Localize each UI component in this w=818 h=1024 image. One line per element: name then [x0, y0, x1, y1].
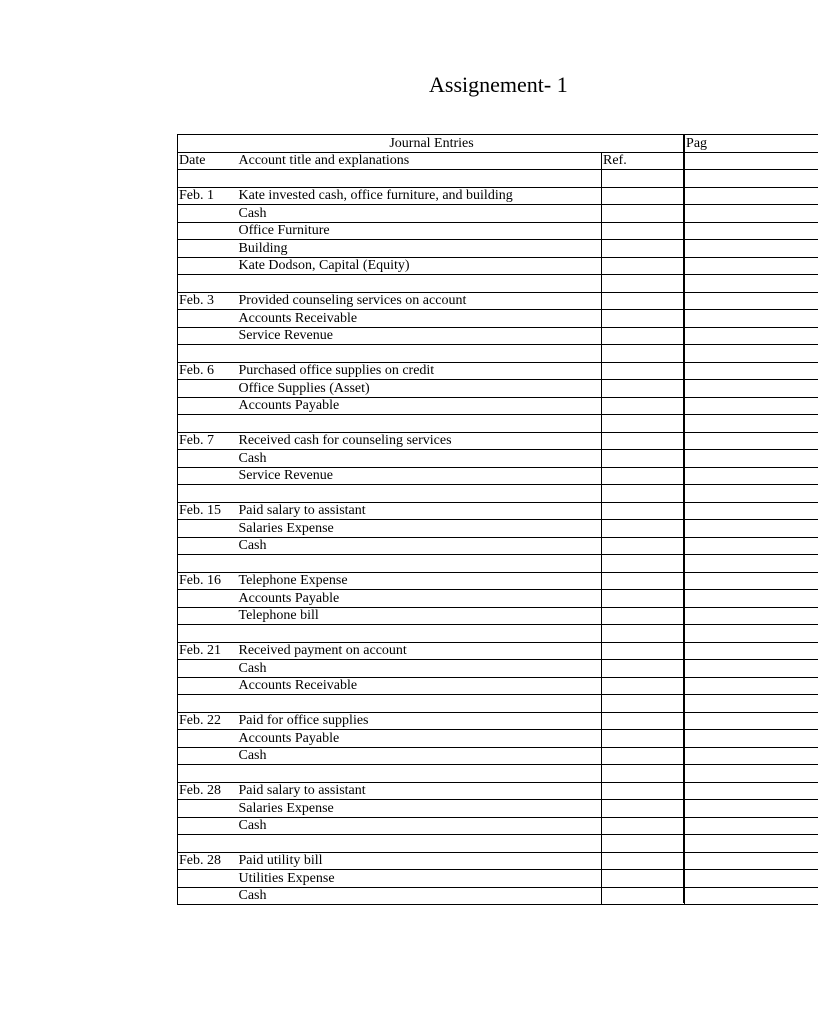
- journal-row: [178, 660, 818, 678]
- ref-cell: [602, 677, 685, 695]
- account-cell: Accounts Payable: [238, 397, 602, 415]
- amount-cell: [685, 327, 818, 345]
- date-cell: [178, 345, 238, 363]
- amount-cell: [685, 607, 818, 625]
- amount-cell: [685, 782, 818, 800]
- account-cell: Received cash for counseling services: [238, 432, 602, 450]
- date-cell: [178, 835, 238, 853]
- account-cell: Cash: [238, 450, 602, 468]
- journal-row: [178, 275, 818, 293]
- account-cell: Kate Dodson, Capital (Equity): [238, 257, 602, 275]
- journal-row: [178, 677, 818, 695]
- account-cell: [238, 170, 602, 188]
- amount-cell: [685, 450, 818, 468]
- journal-row: [178, 502, 818, 520]
- date-cell: Feb. 6: [178, 362, 238, 380]
- amount-cell: [685, 852, 818, 870]
- date-cell: [178, 817, 238, 835]
- amount-cell: [685, 747, 818, 765]
- ref-cell: [602, 520, 685, 538]
- account-cell: Accounts Payable: [238, 730, 602, 748]
- amount-cell: [685, 520, 818, 538]
- date-cell: [178, 240, 238, 258]
- journal-row: [178, 870, 818, 888]
- ref-cell: [602, 730, 685, 748]
- account-column-header: Account title and explanations: [238, 152, 602, 170]
- journal-row: [178, 852, 818, 870]
- account-cell: Paid salary to assistant: [238, 782, 602, 800]
- account-cell: Paid utility bill: [238, 852, 602, 870]
- account-cell: Accounts Receivable: [238, 677, 602, 695]
- account-cell: Paid for office supplies: [238, 712, 602, 730]
- amount-cell: [685, 187, 818, 205]
- amount-cell: [685, 800, 818, 818]
- amount-cell: [685, 502, 818, 520]
- journal-row: [178, 257, 818, 275]
- amount-cell: [685, 642, 818, 660]
- date-cell: [178, 677, 238, 695]
- ref-cell: [602, 275, 685, 293]
- ref-cell: [602, 502, 685, 520]
- amount-cell: [685, 695, 818, 713]
- date-cell: [178, 800, 238, 818]
- account-cell: Salaries Expense: [238, 520, 602, 538]
- ref-cell: [602, 432, 685, 450]
- amount-cell: [685, 712, 818, 730]
- account-cell: [238, 275, 602, 293]
- journal-row: [178, 467, 818, 485]
- date-cell: Feb. 1: [178, 187, 238, 205]
- journal-row: [178, 397, 818, 415]
- journal-row: [178, 765, 818, 783]
- account-cell: Service Revenue: [238, 467, 602, 485]
- date-cell: [178, 467, 238, 485]
- date-cell: [178, 730, 238, 748]
- journal-row: [178, 292, 818, 310]
- amount-cell: [685, 625, 818, 643]
- ref-cell: [602, 590, 685, 608]
- journal-row: [178, 415, 818, 433]
- account-cell: Paid salary to assistant: [238, 502, 602, 520]
- ref-cell: [602, 765, 685, 783]
- date-cell: Feb. 22: [178, 712, 238, 730]
- journal-row: [178, 450, 818, 468]
- ref-cell: [602, 660, 685, 678]
- ref-cell: [602, 555, 685, 573]
- journal-row: [178, 607, 818, 625]
- ref-column-header: Ref.: [602, 152, 685, 170]
- document-title: Assignement- 1: [429, 72, 568, 97]
- account-cell: [238, 345, 602, 363]
- amount-cell: [685, 432, 818, 450]
- journal-row: [178, 222, 818, 240]
- ref-cell: [602, 782, 685, 800]
- account-cell: Telephone Expense: [238, 572, 602, 590]
- account-cell: Received payment on account: [238, 642, 602, 660]
- journal-row: [178, 625, 818, 643]
- amount-cell: [685, 485, 818, 503]
- ref-cell: [602, 485, 685, 503]
- ref-cell: [602, 747, 685, 765]
- journal-row: [178, 327, 818, 345]
- ref-cell: [602, 835, 685, 853]
- ref-cell: [602, 870, 685, 888]
- account-cell: [238, 765, 602, 783]
- journal-row: [178, 432, 818, 450]
- ref-cell: [602, 817, 685, 835]
- amount-cell: [685, 590, 818, 608]
- date-cell: [178, 380, 238, 398]
- ref-cell: [602, 397, 685, 415]
- date-cell: [178, 765, 238, 783]
- journal-row: [178, 310, 818, 328]
- ref-cell: [602, 695, 685, 713]
- account-cell: Office Furniture: [238, 222, 602, 240]
- account-cell: Provided counseling services on account: [238, 292, 602, 310]
- date-cell: Feb. 3: [178, 292, 238, 310]
- ref-cell: [602, 607, 685, 625]
- account-cell: Utilities Expense: [238, 870, 602, 888]
- date-cell: [178, 695, 238, 713]
- account-cell: Cash: [238, 887, 602, 905]
- journal-heading: Journal Entries: [178, 135, 685, 153]
- ref-cell: [602, 170, 685, 188]
- ref-cell: [602, 345, 685, 363]
- date-cell: [178, 415, 238, 433]
- ref-cell: [602, 327, 685, 345]
- amount-cell: [685, 660, 818, 678]
- amount-cell: [685, 870, 818, 888]
- amount-cell: [685, 275, 818, 293]
- amount-cell: [685, 257, 818, 275]
- amount-cell: [685, 170, 818, 188]
- journal-row: [178, 205, 818, 223]
- date-cell: Feb. 7: [178, 432, 238, 450]
- ref-cell: [602, 800, 685, 818]
- ref-cell: [602, 222, 685, 240]
- account-cell: [238, 485, 602, 503]
- ref-cell: [602, 380, 685, 398]
- journal-row: [178, 187, 818, 205]
- column-header-row: [178, 152, 818, 170]
- amount-cell: [685, 380, 818, 398]
- account-cell: Purchased office supplies on credit: [238, 362, 602, 380]
- journal-row: [178, 520, 818, 538]
- date-column-header: Date: [178, 152, 238, 170]
- page-label: Pag: [685, 135, 818, 153]
- account-cell: Cash: [238, 817, 602, 835]
- journal-table: [177, 134, 818, 905]
- date-cell: Feb. 28: [178, 782, 238, 800]
- journal-heading-row: [178, 135, 818, 153]
- date-cell: [178, 275, 238, 293]
- account-cell: [238, 695, 602, 713]
- account-cell: Building: [238, 240, 602, 258]
- ref-cell: [602, 362, 685, 380]
- journal-row: [178, 240, 818, 258]
- journal-row: [178, 380, 818, 398]
- journal-row: [178, 537, 818, 555]
- amount-cell: [685, 240, 818, 258]
- amount-cell: [685, 397, 818, 415]
- account-cell: [238, 555, 602, 573]
- journal-row: [178, 170, 818, 188]
- date-cell: Feb. 21: [178, 642, 238, 660]
- journal-row: [178, 730, 818, 748]
- account-cell: [238, 415, 602, 433]
- amount-cell: [685, 887, 818, 905]
- date-cell: [178, 555, 238, 573]
- account-cell: Cash: [238, 537, 602, 555]
- amount-cell: [685, 677, 818, 695]
- account-cell: Accounts Payable: [238, 590, 602, 608]
- ref-cell: [602, 467, 685, 485]
- account-cell: Office Supplies (Asset): [238, 380, 602, 398]
- amount-cell: [685, 205, 818, 223]
- date-cell: [178, 485, 238, 503]
- journal-row: [178, 572, 818, 590]
- account-cell: Cash: [238, 747, 602, 765]
- journal-row: [178, 555, 818, 573]
- ref-cell: [602, 415, 685, 433]
- ref-cell: [602, 240, 685, 258]
- date-cell: Feb. 15: [178, 502, 238, 520]
- amount-cell: [685, 362, 818, 380]
- amount-cell: [685, 537, 818, 555]
- account-cell: Cash: [238, 660, 602, 678]
- ref-cell: [602, 642, 685, 660]
- date-cell: [178, 660, 238, 678]
- journal-row: [178, 485, 818, 503]
- amount-cell: [685, 222, 818, 240]
- ref-cell: [602, 852, 685, 870]
- amount-cell: [685, 415, 818, 433]
- journal-row: [178, 782, 818, 800]
- journal-row: [178, 695, 818, 713]
- amount-cell: [685, 555, 818, 573]
- date-cell: [178, 222, 238, 240]
- amount-cell: [685, 765, 818, 783]
- ref-cell: [602, 257, 685, 275]
- account-cell: Telephone bill: [238, 607, 602, 625]
- date-cell: [178, 537, 238, 555]
- amount-cell: [685, 345, 818, 363]
- date-cell: Feb. 28: [178, 852, 238, 870]
- journal-row: [178, 887, 818, 905]
- amount-cell: [685, 310, 818, 328]
- journal-row: [178, 712, 818, 730]
- journal-row: [178, 800, 818, 818]
- date-cell: [178, 327, 238, 345]
- ref-cell: [602, 537, 685, 555]
- date-cell: [178, 450, 238, 468]
- journal-row: [178, 642, 818, 660]
- ref-cell: [602, 712, 685, 730]
- amount-cell: [685, 835, 818, 853]
- amount-cell: [685, 817, 818, 835]
- account-cell: Cash: [238, 205, 602, 223]
- account-cell: Salaries Expense: [238, 800, 602, 818]
- account-cell: Service Revenue: [238, 327, 602, 345]
- account-cell: [238, 625, 602, 643]
- ref-cell: [602, 572, 685, 590]
- amount-cell: [685, 292, 818, 310]
- date-cell: [178, 520, 238, 538]
- journal-row: [178, 817, 818, 835]
- date-cell: [178, 870, 238, 888]
- date-cell: [178, 170, 238, 188]
- date-cell: [178, 205, 238, 223]
- date-cell: Feb. 16: [178, 572, 238, 590]
- date-cell: [178, 590, 238, 608]
- date-cell: [178, 607, 238, 625]
- journal-row: [178, 590, 818, 608]
- debit-column-header: [685, 152, 818, 170]
- journal-row: [178, 747, 818, 765]
- ref-cell: [602, 310, 685, 328]
- ref-cell: [602, 187, 685, 205]
- date-cell: [178, 397, 238, 415]
- date-cell: [178, 625, 238, 643]
- amount-cell: [685, 467, 818, 485]
- sheet-right-border: [683, 134, 684, 903]
- account-cell: [238, 835, 602, 853]
- amount-cell: [685, 572, 818, 590]
- journal-row: [178, 345, 818, 363]
- date-cell: [178, 747, 238, 765]
- account-cell: Accounts Receivable: [238, 310, 602, 328]
- ref-cell: [602, 887, 685, 905]
- ref-cell: [602, 625, 685, 643]
- account-cell: Kate invested cash, office furniture, and building: [238, 187, 602, 205]
- journal-row: [178, 835, 818, 853]
- date-cell: [178, 887, 238, 905]
- date-cell: [178, 310, 238, 328]
- amount-cell: [685, 730, 818, 748]
- ref-cell: [602, 450, 685, 468]
- date-cell: [178, 257, 238, 275]
- journal-row: [178, 362, 818, 380]
- ref-cell: [602, 292, 685, 310]
- ref-cell: [602, 205, 685, 223]
